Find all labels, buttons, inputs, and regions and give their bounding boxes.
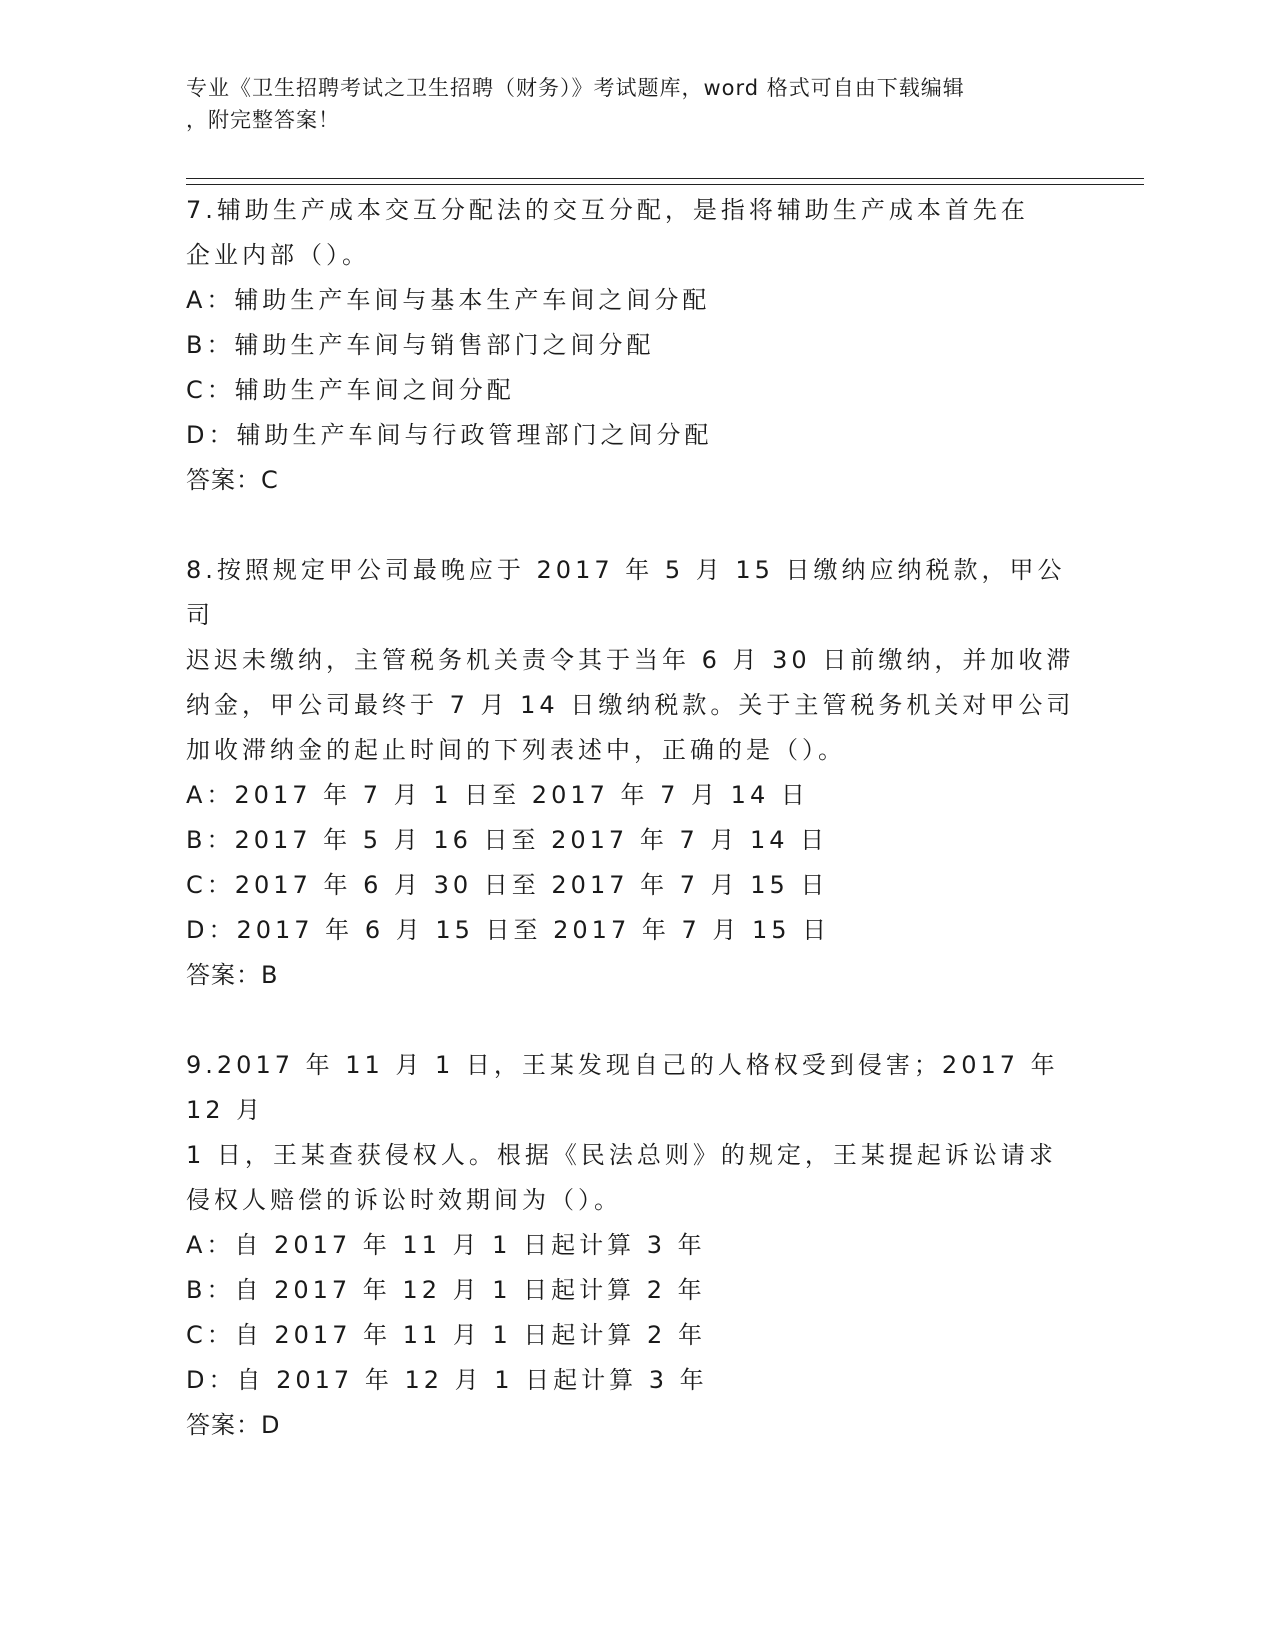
option-a: A：自 2017 年 11 月 1 日起计算 3 年 (186, 1231, 706, 1259)
header-line-2: ，附完整答案！ (186, 108, 340, 132)
question-stem-line: 企业内部（）。 (186, 241, 370, 269)
option-c: C：自 2017 年 11 月 1 日起计算 2 年 (186, 1321, 706, 1349)
question-stem-line: 1 日，王某查获侵权人。根据《民法总则》的规定，王某提起诉讼请求 (186, 1141, 1057, 1169)
option-d: D：2017 年 6 月 15 日至 2017 年 7 月 15 日 (186, 916, 831, 944)
question-stem-line: 侵权人赔偿的诉讼时效期间为（）。 (186, 1186, 622, 1214)
question-stem-line: 纳金，甲公司最终于 7 月 14 日缴纳税款。关于主管税务机关对甲公司 (186, 691, 1075, 719)
question-spacer (186, 503, 1086, 548)
document-header (186, 72, 1066, 136)
answer: 答案：B (186, 961, 279, 989)
option-c: C：辅助生产车间之间分配 (186, 376, 515, 404)
question-spacer (186, 998, 1086, 1043)
question-list (186, 188, 1086, 1448)
answer: 答案：D (186, 1411, 281, 1439)
option-d: D：辅助生产车间与行政管理部门之间分配 (186, 421, 713, 449)
option-b: B：辅助生产车间与销售部门之间分配 (186, 331, 655, 359)
option-a: A：辅助生产车间与基本生产车间之间分配 (186, 286, 711, 314)
option-b: B：自 2017 年 12 月 1 日起计算 2 年 (186, 1276, 706, 1304)
question-7 (186, 188, 1086, 503)
answer: 答案：C (186, 466, 279, 494)
question-8 (186, 548, 1086, 998)
option-c: C：2017 年 6 月 30 日至 2017 年 7 月 15 日 (186, 871, 829, 899)
question-stem-line: 加收滞纳金的起止时间的下列表述中，正确的是（）。 (186, 736, 846, 764)
header-line-1: 专业《卫生招聘考试之卫生招聘（财务）》考试题库，word 格式可自由下载编辑 (186, 76, 965, 100)
question-9 (186, 1043, 1086, 1448)
option-a: A：2017 年 7 月 1 日至 2017 年 7 月 14 日 (186, 781, 809, 809)
question-stem-line: 9.2017 年 11 月 1 日，王某发现自己的人格权受到侵害；2017 年 12 月 (186, 1051, 1071, 1124)
option-d: D：自 2017 年 12 月 1 日起计算 3 年 (186, 1366, 708, 1394)
option-b: B：2017 年 5 月 16 日至 2017 年 7 月 14 日 (186, 826, 829, 854)
question-stem-line: 7.辅助生产成本交互分配法的交互分配，是指将辅助生产成本首先在 (186, 196, 1029, 224)
question-stem-line: 8.按照规定甲公司最晚应于 2017 年 5 月 15 日缴纳应纳税款，甲公司 (186, 556, 1066, 629)
question-stem-line: 迟迟未缴纳，主管税务机关责令其于当年 6 月 30 日前缴纳，并加收滞 (186, 646, 1075, 674)
header-rule-bottom (186, 184, 1144, 185)
header-rule-top (186, 178, 1144, 179)
